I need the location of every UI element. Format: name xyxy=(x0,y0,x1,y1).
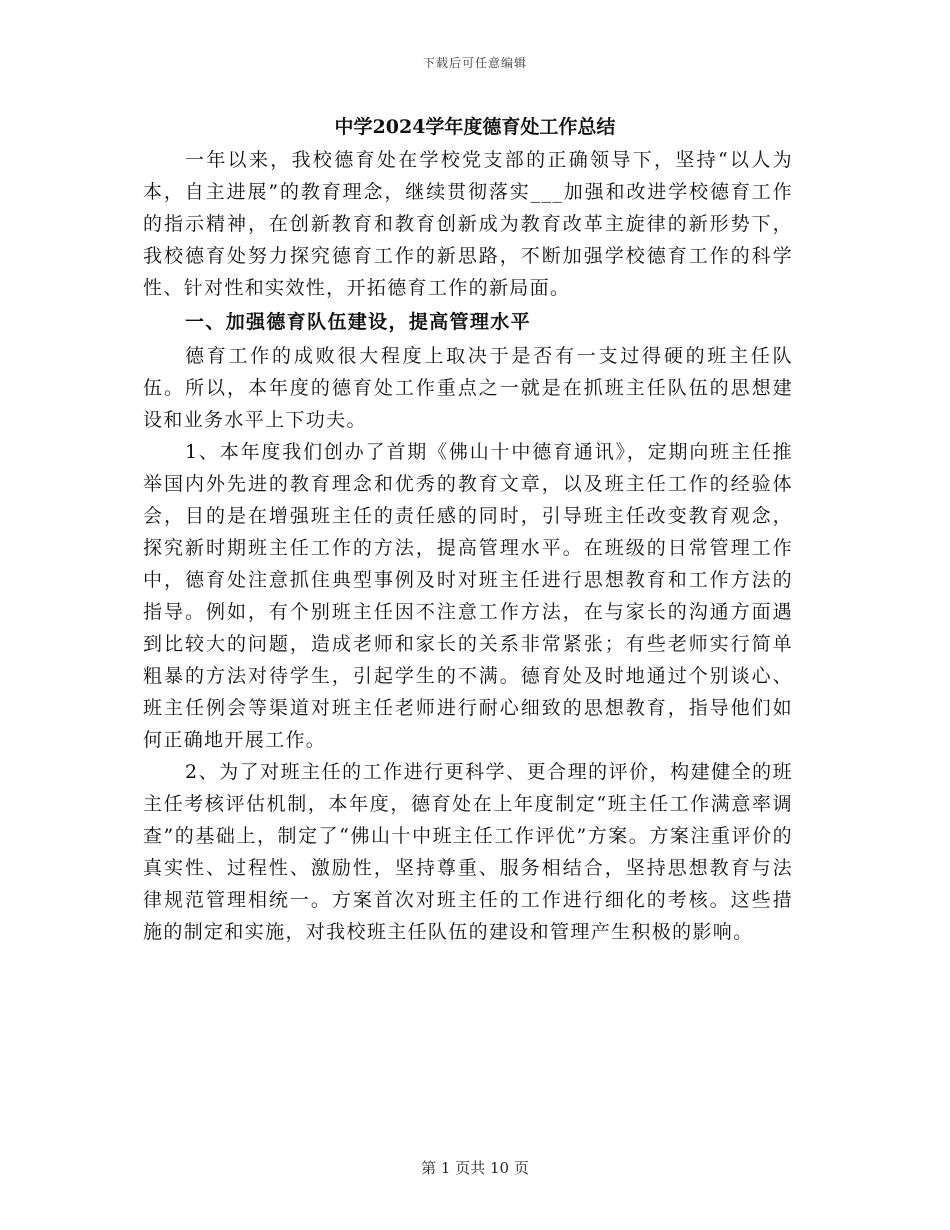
section1-paragraph-3: 2、为了对班主任的工作进行更科学、更合理的评价，构建健全的班主任考核评估机制，本年度，德育处在上年度制定“班主任工作满意率调查”的基础上，制定了“佛山十中班主任工作评优”方案。方案注重评价的真实性、过程性、激励性，坚持尊重、服务相结合，坚持思想教育与法律规范管理相统一。方案首次对班主任的工作进行细化的考核。这些措施的制定和实施，对我校班主任队伍的建设和管理产生积极的影响。 xyxy=(143,761,793,943)
section-heading-1: 一、加强德育队伍建设，提高管理水平 xyxy=(185,311,531,333)
document-body xyxy=(143,110,793,948)
section1-paragraph-2: 1、本年度我们创办了首期《佛山十中德育通讯》，定期向班主任推举国内外先进的教育理念和优秀的教育文章，以及班主任工作的经验体会，目的是在增强班主任的责任感的同时，引导班主任改变教育观念，探究新时期班主任工作的方法，提高管理水平。在班级的日常管理工作中，德育处注意抓住典型事例及时对班主任进行思想教育和工作方法的指导。例如，有个别班主任因不注意工作方法，在与家长的沟通方面遇到比较大的问题，造成老师和家长的关系非常紧张；有些老师实行简单粗暴的方法对待学生，引起学生的不满。德育处及时地通过个别谈心、班主任例会等渠道对班主任老师进行耐心细致的思想教育，指导他们如何正确地开展工作。 xyxy=(143,441,793,751)
section1-paragraph-1: 德育工作的成败很大程度上取决于是否有一支过得硬的班主任队伍。所以，本年度的德育处工作重点之一就是在抓班主任队伍的思想建设和业务水平上下功夫。 xyxy=(143,345,793,431)
document-title: 中学2024学年度德育处工作总结 xyxy=(334,116,616,138)
editable-note: 下载后可任意编辑 xyxy=(422,56,527,70)
intro-paragraph: 一年以来，我校德育处在学校党支部的正确领导下，坚持“以人为本，自主进展”的教育理念，继续贯彻落实___加强和改进学校德育工作的指示精神，在创新教育和教育创新成为教育改革主旋律的新形势下，我校德育处努力探究德育工作的新思路，不断加强学校德育工作的科学性、针对性和实效性，开拓德育工作的新局面。 xyxy=(143,149,793,299)
page-number: 第 1 页共 10 页 xyxy=(421,1159,529,1177)
